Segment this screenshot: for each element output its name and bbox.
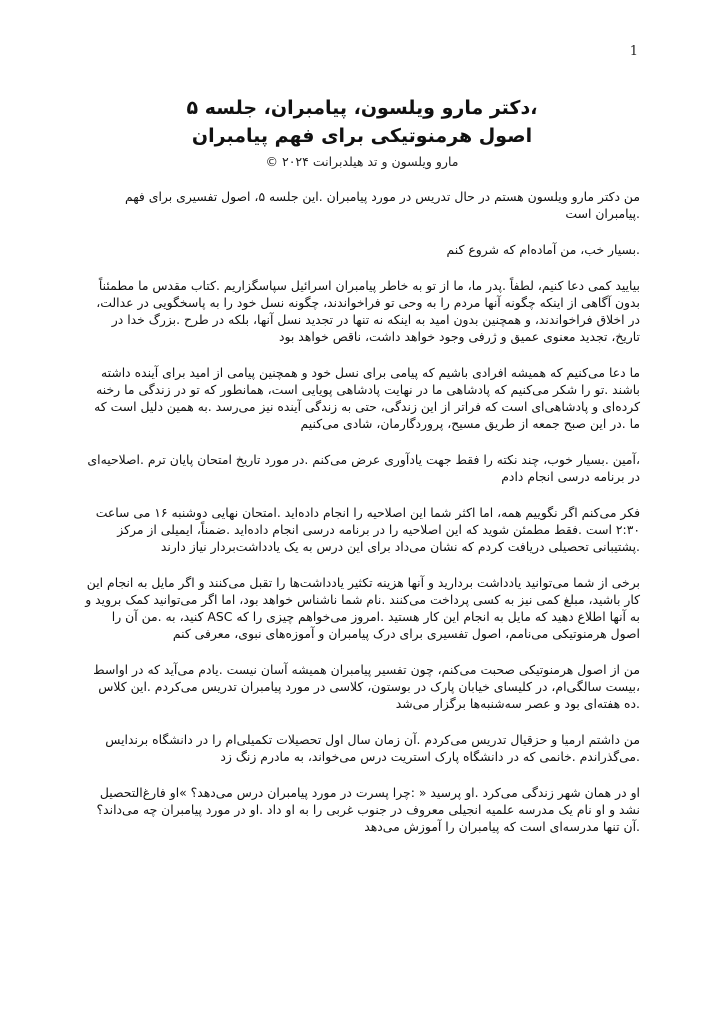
- byline: مارو ویلسون و تد هیلدبرانت ۲۰۲۴ ©: [265, 154, 459, 169]
- paragraph: .بسیار خب، من آماده‌ام که شروع کنم: [446, 242, 640, 257]
- paragraph: او در همان شهر زندگی می‌کرد .او پرسید « :چرا پسرت در مورد پیامبران درس می‌دهد؟ »او فارغ‌التحصیل نشد و او نام یک مدرسه علمیه انجیلی معروف در جنوب غربی را به او داد .او در مورد پیامبران چه می‌داند؟ .آن تنها مدرسه‌ای است که پیامبران را آموزش می‌دهد: [96, 785, 640, 834]
- paragraph: من از اصول هرمنوتیکی صحبت می‌کنم، چون تفسیر پیامبران همیشه آسان نیست .یادم می‌آید که در اواسط ،بیست سالگی‌ام، در کلیسای خیابان پارک در بوستون، کلاسی در مورد پیامبران تدریس می‌کردم .این کلاس .ده هفته‌ای بود و عصر سه‌شنبه‌ها برگزار می‌شد: [93, 662, 640, 711]
- paragraph: برخی از شما می‌توانید یادداشت بردارید و آنها هزینه تکثیر یادداشت‌ها را تقبل می‌کنند و اگر مایل به انجام این کار باشید، مبلغ کمی نیز به کسی پرداخت می‌کنند .نام شما ناشناس خواهد بود، اما اگر می‌توانید کمک بروید و به آنها اطلاع دهید که مایل به انجام این کار هستید .امروز می‌خواهم چیزی را که ASC کنید، به .من آن را اصول هرمنوتیکی می‌نامم، اصول تفسیری برای درک پیامبران و آموزه‌های نبوی، معرفی کنم: [85, 575, 640, 641]
- title-line-1: ،دکتر مارو ویلسون، پیامبران، جلسه ۵: [186, 97, 538, 119]
- paragraph: بیایید کمی دعا کنیم، لطفاً .پدر ما، ما از تو به خاطر پیامبران اسرائیل سپاسگزاریم .کتاب مقدس ما مطمئناً بدون آگاهی از اینکه چگونه آنها مردم را به وحی تو فراخواندند، چگونه نسل خود را به پاسخگویی در عدالت، در اخلاق فراخواندند، و همچنین بدون امید به اینکه نه تنها در تجدید نسل آنها، بلکه در طرح .بزرگ خدا در تاریخ، تجدید معنوی عمیق و ژرفی وجود خواهد داشت، ناقص خواهد بود: [96, 278, 640, 344]
- document-body: [84, 188, 640, 854]
- page-number: 1: [629, 44, 638, 59]
- paragraph: ما دعا می‌کنیم که همیشه افرادی باشیم که پیامی برای نسل خود و همچنین پیامی از امید برای آینده داشته باشند .تو را شکر می‌کنیم که پادشاهی ما در نهایت پادشاهی پویایی است، همانطور که تو در زندگی ما رخنه کرده‌ای و پادشاهی‌ای است که فراتر از این زندگی، حتی به زندگی آینده نیز می‌رسد .به همین دلیل است که ما .در این صبح جمعه از طریق مسیح، پروردگارمان، شادی می‌کنیم: [94, 365, 640, 431]
- title-line-2: اصول هرمنوتیکی برای فهم پیامبران: [191, 125, 533, 147]
- document-header: [0, 94, 724, 172]
- paragraph: ،آمین .بسیار خوب، چند نکته را فقط جهت یادآوری عرض می‌کنم .در مورد تاریخ امتحان پایان ترم .اصلاحیه‌ای در برنامه درسی انجام دادم: [87, 452, 640, 484]
- paragraph: فکر می‌کنم اگر نگوییم همه، اما اکثر شما این اصلاحیه را انجام داده‌اید .امتحان نهایی دوشنبه ۱۶ می ساعت ۲:۳۰ است .فقط مطمئن شوید که این اصلاحیه را در برنامه درسی انجام داده‌اید .ضمناً، ایمیلی از مرکز .پشتیبانی تحصیلی دریافت کردم که نشان می‌داد برای این درس به یک یادداشت‌بردار نیاز دارند: [95, 505, 640, 554]
- paragraph: من داشتم ارمیا و حزقیال تدریس می‌کردم .آن زمان سال اول تحصیلات تکمیلی‌ام را در دانشگاه برندایس .می‌گذراندم .خانمی که در دانشگاه پارک استریت درس می‌خواند، به مادرم زنگ زد: [105, 732, 640, 764]
- paragraph: من دکتر مارو ویلسون هستم در حال تدریس در مورد پیامبران .این جلسه ۵، اصول تفسیری برای فهم .پیامبران است: [124, 189, 640, 221]
